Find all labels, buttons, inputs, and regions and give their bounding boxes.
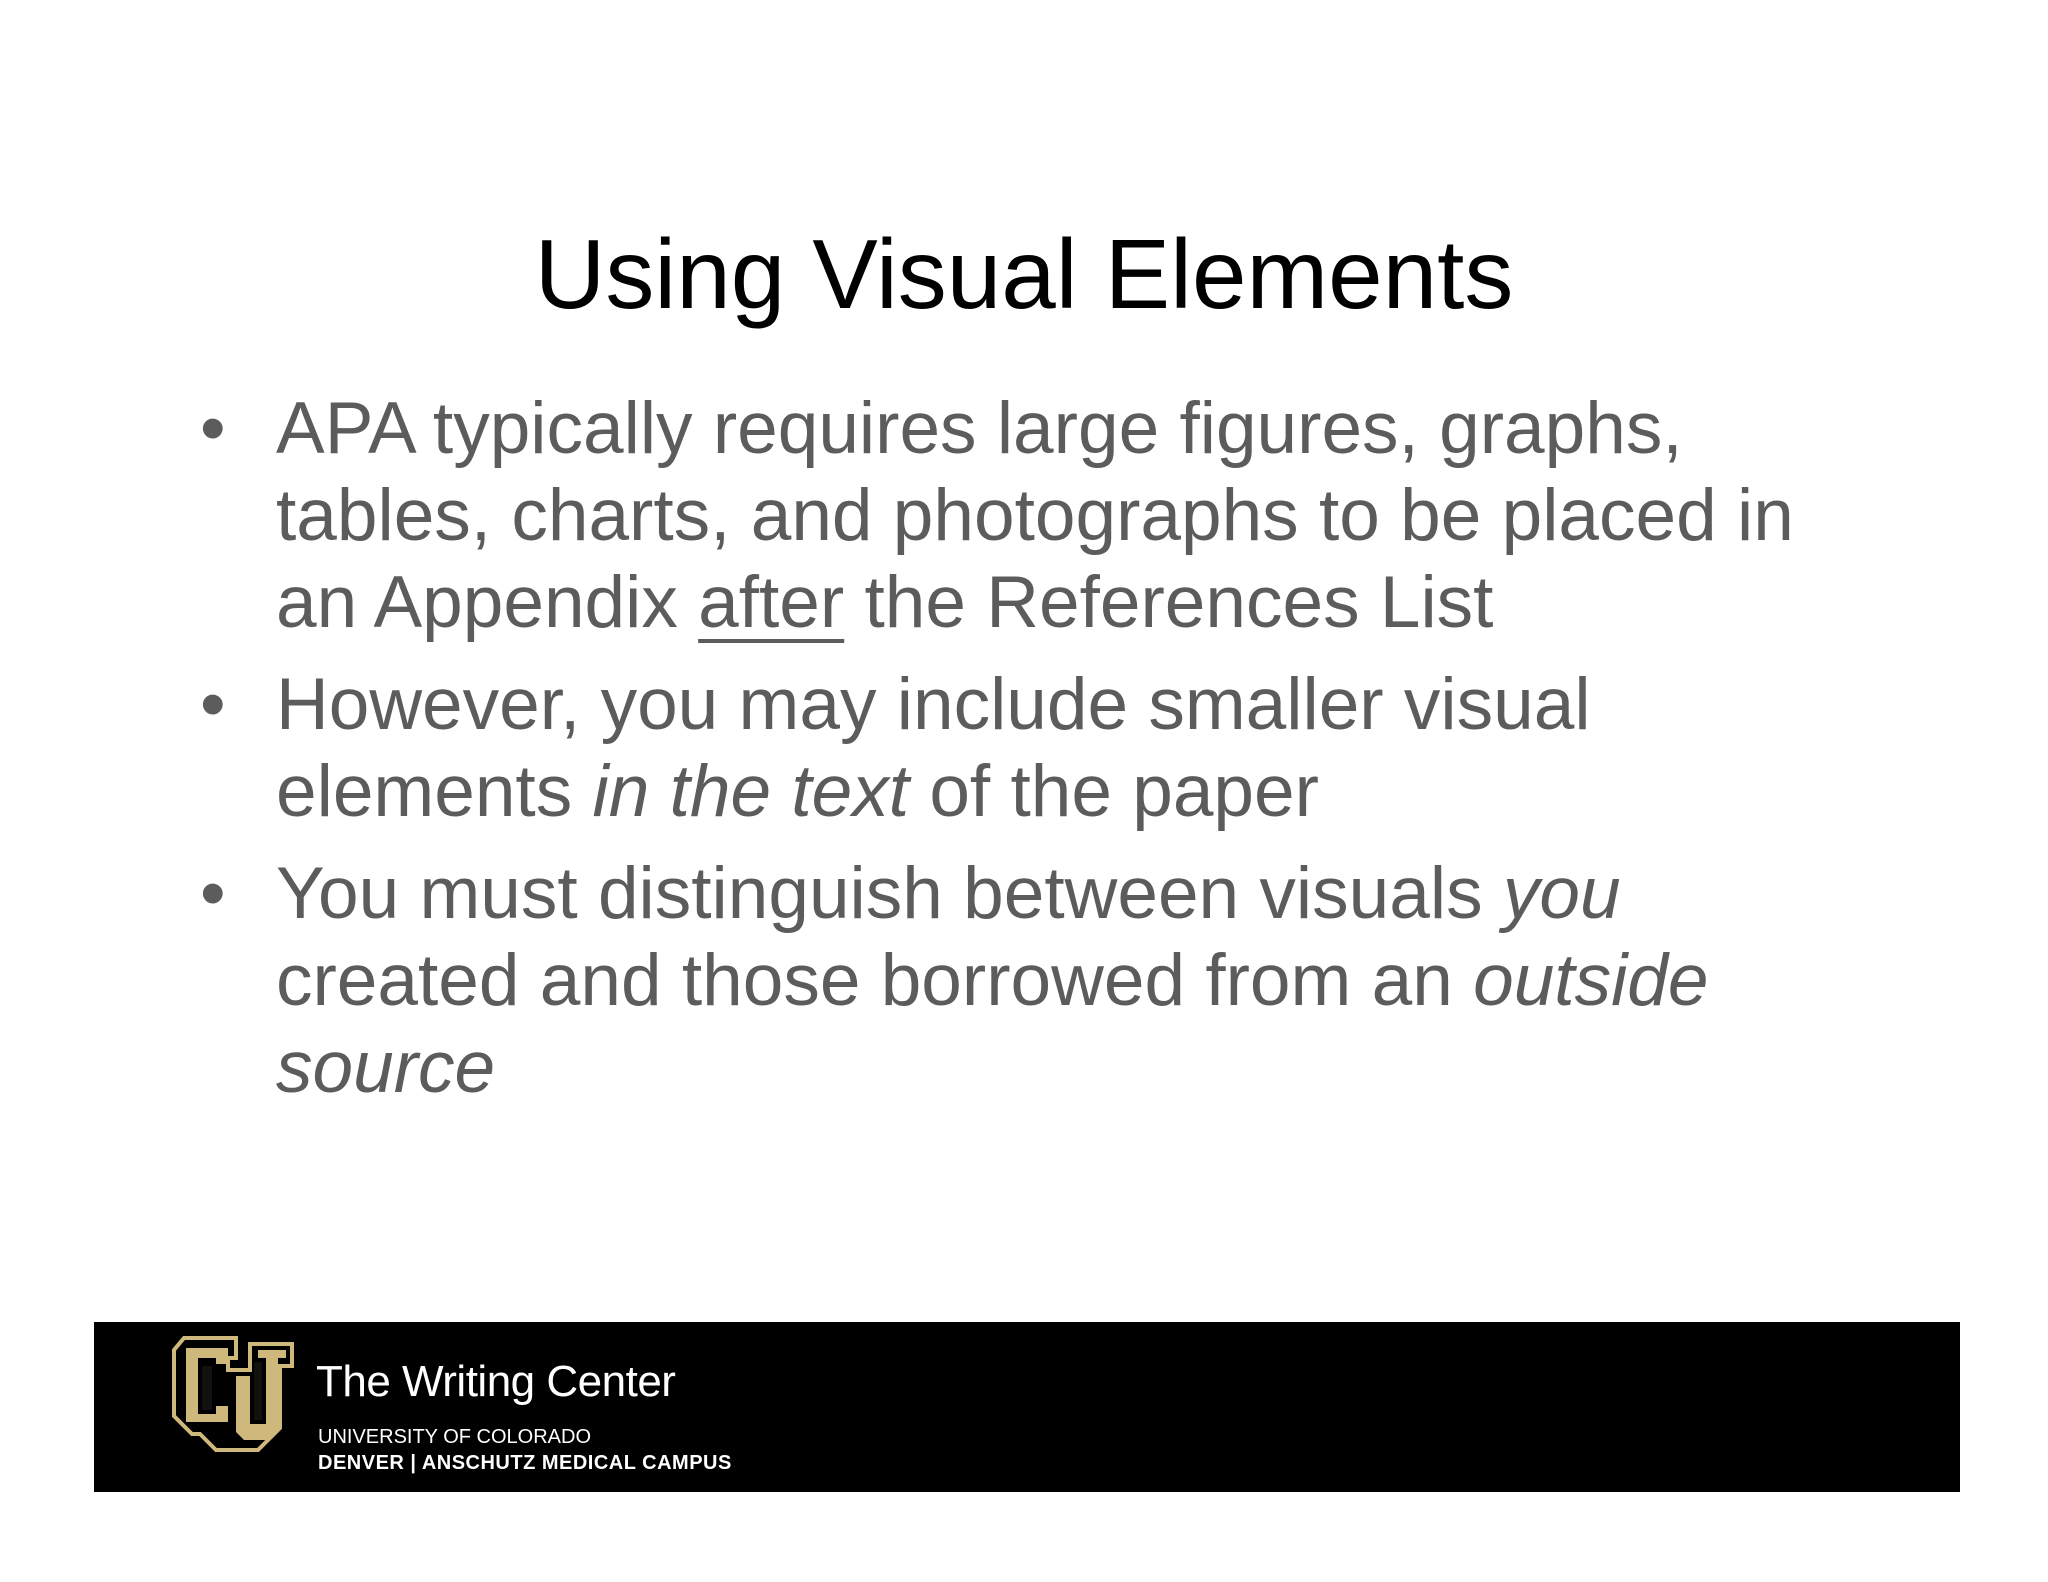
bullet-text: of the paper <box>909 751 1319 832</box>
italic-emphasis: outside source <box>276 940 1709 1108</box>
italic-emphasis: in the text <box>592 751 910 832</box>
slide-title: Using Visual Elements <box>534 219 1514 329</box>
bullet-text: created and those borrowed from an <box>276 940 1474 1021</box>
bullet-item-in-text <box>200 661 1860 835</box>
university-name: UNIVERSITY OF COLORADO <box>318 1426 592 1448</box>
org-name: The Writing Center <box>316 1357 676 1406</box>
bullet-item-appendix <box>200 385 1860 646</box>
bullet-text: However, you may include smaller visual elements <box>276 664 1591 832</box>
cu-logo-icon <box>170 1336 294 1456</box>
bullet-text: You must distinguish between visuals <box>276 853 1503 934</box>
bullet-text: APA typically requires large figures, graphs, tables, charts, and photographs to be placed in an Appendix <box>276 388 1794 643</box>
footer-banner <box>94 1322 1960 1492</box>
bullet-list <box>200 385 1860 1126</box>
bullet-marker: • <box>200 388 226 469</box>
bullet-marker: • <box>200 664 226 745</box>
campus-name: DENVER | ANSCHUTZ MEDICAL CAMPUS <box>318 1452 732 1474</box>
bullet-text: the References List <box>844 562 1494 643</box>
underlined-emphasis: after <box>698 562 845 643</box>
bullet-marker: • <box>200 853 226 934</box>
bullet-item-distinguish <box>200 850 1860 1111</box>
italic-emphasis: you <box>1502 853 1621 934</box>
